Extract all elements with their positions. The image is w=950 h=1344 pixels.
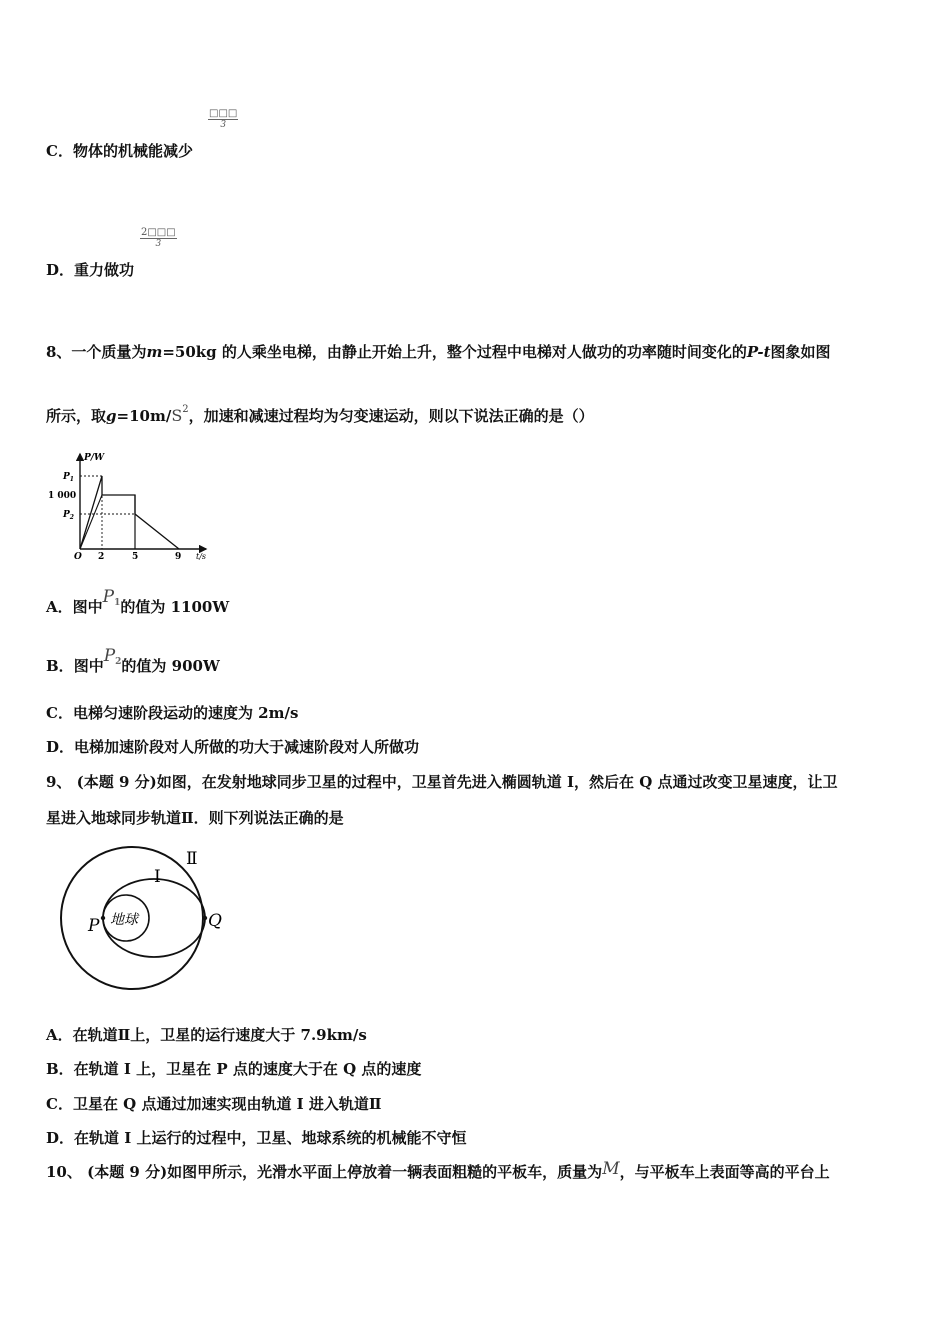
q8-stem-suffix: 图象如图 [770,343,831,361]
q8-stem2-suffix: ，加速和减速过程均为匀变速运动，则以下说法正确的是（） [188,407,594,425]
q8-graph-tick-5: 5 [132,552,139,562]
q9-label-i: I [154,867,161,887]
q8-a-var: P [102,587,115,607]
q9-point-q [203,916,207,920]
q8-graph-constant-velocity-line [80,495,102,549]
q8-graph-p1-sub: 1 [69,476,74,483]
q8-b-post: 的值为 900W [121,657,220,675]
q8-graph-origin: O [74,552,82,562]
q8-stem-mid: =50kg 的人乘坐电梯，由静止开始上升，整个过程中电梯对人做功的功率随时间变化的 [162,343,747,361]
q10-stem-line1 [46,1161,830,1182]
q8-pt-graph [46,448,211,563]
q9-orbit-figure [46,840,236,1000]
q8-a-pre: 图中 [72,598,103,616]
q8-option-c: C．电梯匀速阶段运动的速度为 2m/s [46,704,299,722]
q7-d-text: 重力做功 [74,261,135,279]
q8-option-d: D．电梯加速阶段对人所做的功大于减速阶段对人所做功 [46,738,420,756]
q9-option-a: A．在轨道Ⅱ上，卫星的运行速度大于 7.9km/s [46,1026,367,1044]
q8-var-pt: P-t [746,343,771,361]
q7-d-fraction [140,227,177,249]
q8-a-post: 的值为 1100W [120,598,230,616]
q9-stem-line1: 9、 (本题 9 分)如图，在发射地球同步卫星的过程中，卫星首先进入椭圆轨道 I，然后在 Q 点通过改变卫星速度，让卫 [46,773,838,791]
q8-b-var: P [103,646,116,666]
q8-graph-x-label-text: t/s [196,552,207,561]
q8-b-sub: 2 [115,657,122,667]
q8-stem-line2 [46,404,594,426]
q9-label-p: P [88,916,100,936]
q10-stem-suffix: ，与平板车上表面等高的平台上 [619,1163,830,1181]
q7-c-text: 物体的机械能减少 [72,142,193,160]
q9-stem-line2: 星进入地球同步轨道Ⅱ．则下列说法正确的是 [46,809,344,827]
q8-a-letter: A． [46,598,73,616]
q7-option-d [46,259,134,280]
q7-c-fraction [208,108,238,130]
q8-graph-p1-letter: P [63,472,70,482]
q8-var-m: m [146,343,163,361]
q7-d-frac-den: 3 [155,239,162,249]
q8-option-b [46,646,220,677]
q8-stem-line1 [46,341,831,362]
q8-b-letter: B． [46,657,74,675]
q8-graph-p1-label [62,472,74,483]
q8-option-a [46,587,230,618]
q8-graph-p2-sub: 2 [69,514,74,521]
q7-c-frac-num: □□□ [209,108,238,119]
q9-label-ii: Ⅱ [186,849,198,869]
q8-stem2-mid: =10m/ [116,407,172,425]
q9-label-q: Q [208,911,222,931]
q9-earth-label: 地球 [110,912,138,928]
q8-graph-tick-2: 2 [98,552,105,562]
q8-graph-p2-letter: P [63,510,70,520]
q9-point-p [101,916,105,920]
q8-unit-s: S [171,406,183,425]
q8-stem-prefix: 8、一个质量为 [46,343,147,361]
q8-a-sub: 1 [114,598,121,608]
q8-graph-level-label: 1 000 [48,491,77,501]
q8-graph-tick-9: 9 [175,552,182,562]
q9-option-d: D．在轨道 I 上运行的过程中，卫星、地球系统的机械能不守恒 [46,1129,467,1147]
q10-stem-prefix: 10、 (本题 9 分)如图甲所示，光滑水平面上停放着一辆表面粗糙的平板车，质量为 [46,1163,603,1181]
q7-c-letter: C． [46,142,73,160]
q10-var-m: M [602,1159,620,1179]
q9-option-b: B．在轨道 I 上，卫星在 P 点的速度大于在 Q 点的速度 [46,1060,422,1078]
q8-stem2-prefix: 所示，取 [46,407,107,425]
q7-c-frac-den: 3 [220,120,227,130]
q8-unit-exp: 2 [182,404,189,415]
q8-var-g: g [106,407,117,425]
q8-graph-x-label [196,552,206,561]
q8-graph-p2-label [62,510,74,521]
q9-option-c: C．卫星在 Q 点通过加速实现由轨道 I 进入轨道Ⅱ [46,1095,382,1113]
q7-option-c [46,140,193,161]
q7-d-letter: D． [46,261,75,279]
q8-b-pre: 图中 [73,657,104,675]
q7-d-frac-num: 2□□□ [141,227,176,238]
q8-graph-y-label: P/W [84,453,105,463]
